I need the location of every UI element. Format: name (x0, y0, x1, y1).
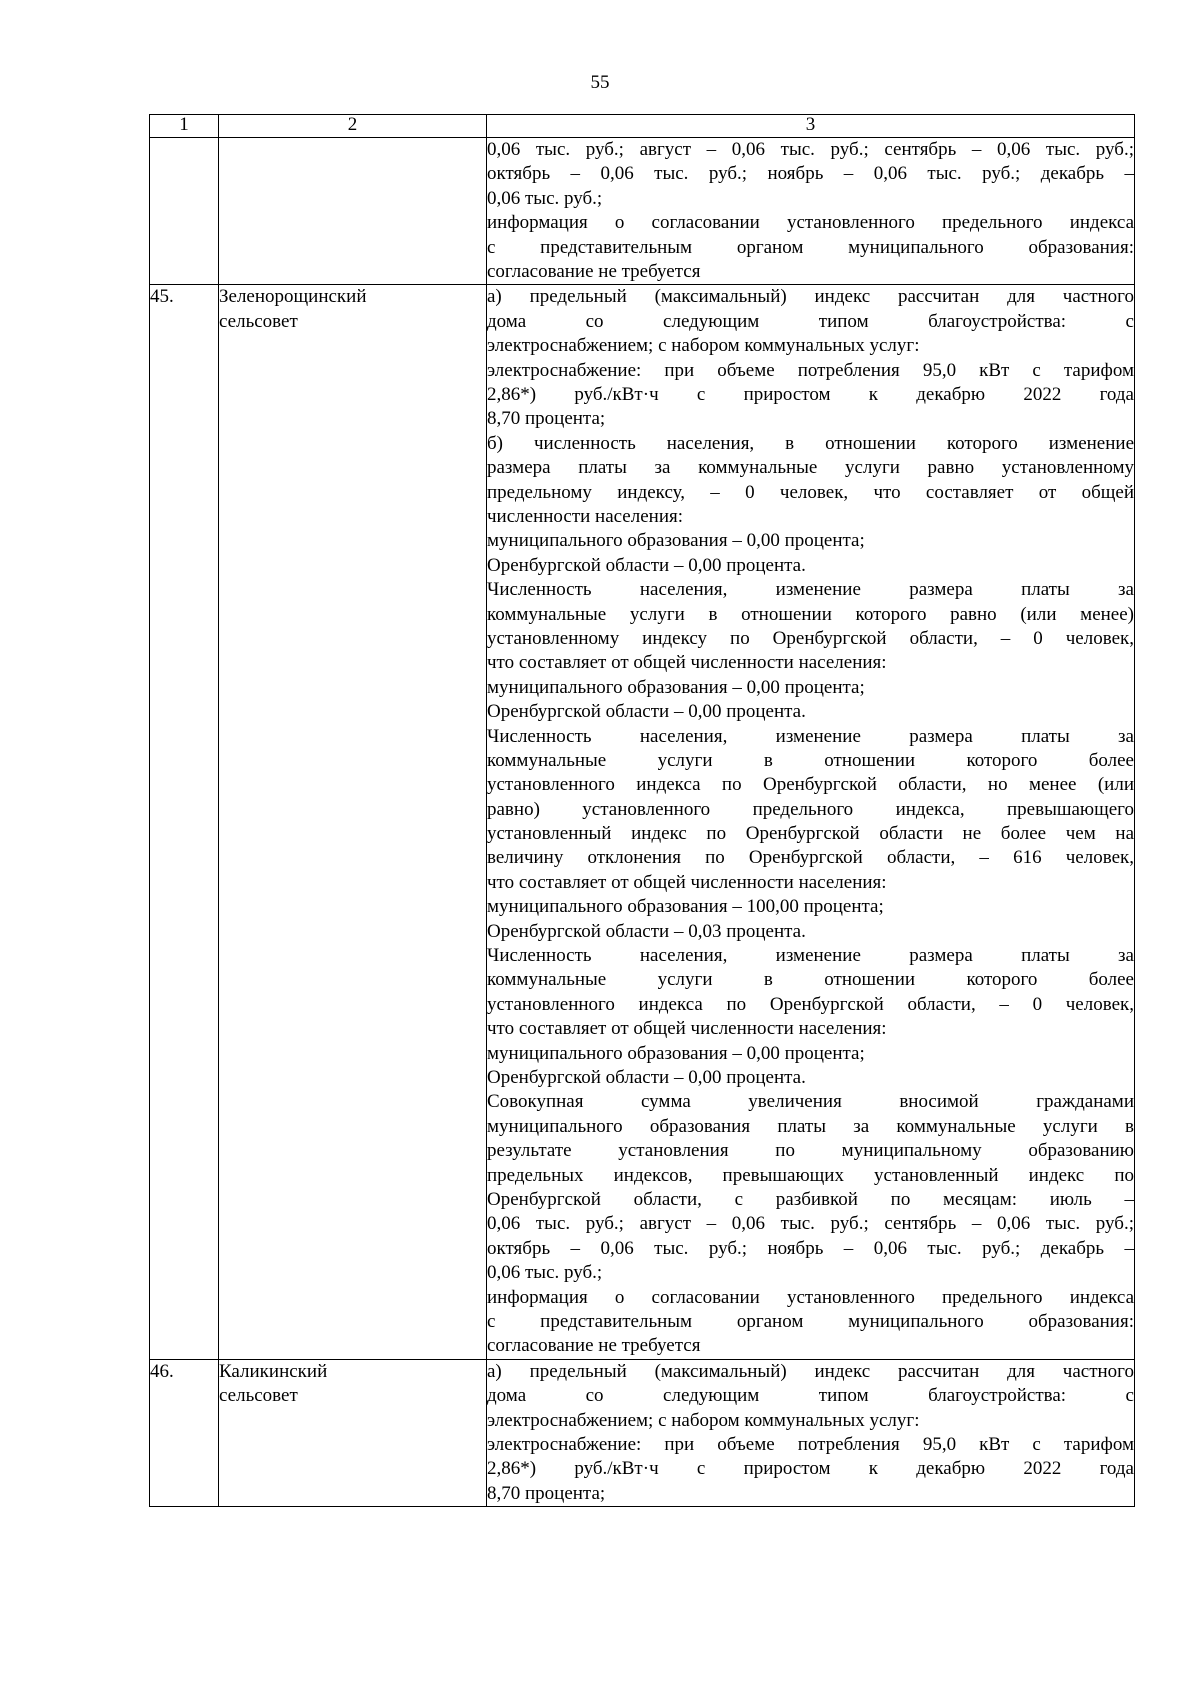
description-line: муниципального образования – 0,00 процента; (487, 1042, 865, 1064)
description-line: с представительным органом муниципального образования: (487, 1311, 1134, 1333)
description-line: 0,06 тыс. руб.; август – 0,06 тыс. руб.; сентябрь – 0,06 тыс. руб.; (487, 139, 1134, 160)
description-line: Оренбургской области – 0,03 процента. (487, 920, 806, 942)
description-line: а) предельный (максимальный) индекс рассчитан для частного (487, 1360, 1134, 1382)
description-line: б) численность населения, в отношении которого изменение (487, 432, 1134, 454)
column-header-2: 2 (219, 115, 487, 138)
description-line: Численность населения, изменение размера платы за (487, 579, 1134, 601)
description-line: согласование не требуется (487, 260, 701, 282)
municipality-name-line: сельсовет (219, 310, 298, 332)
description-line: результате установления по муниципальному образованию (487, 1140, 1134, 1162)
municipality-name-cell (219, 138, 487, 285)
description-line: 0,06 тыс. руб.; август – 0,06 тыс. руб.; сентябрь – 0,06 тыс. руб.; (487, 1213, 1134, 1235)
description-line: муниципального образования – 0,00 процента; (487, 676, 865, 698)
description-line: размера платы за коммунальные услуги равно установленному (487, 457, 1134, 479)
description-line: электроснабжением; с набором коммунальных услуг: (487, 335, 920, 357)
description-line: Оренбургской области – 0,00 процента. (487, 1067, 806, 1089)
description-line: муниципального образования – 100,00 процента; (487, 896, 884, 918)
row-number-cell (150, 138, 219, 285)
description-line: что составляет от общей численности населения: (487, 652, 887, 674)
description-line: 2,86*) руб./кВт·ч с приростом к декабрю 2022 года (487, 1458, 1134, 1480)
description-line: электроснабжением; с набором коммунальных услуг: (487, 1409, 920, 1431)
description-line: с представительным органом муниципального образования: (487, 236, 1134, 258)
description-line: установленного индекса по Оренбургской области, – 0 человек, (487, 993, 1134, 1015)
municipality-name-line: сельсовет (219, 1385, 298, 1407)
description-line: равно) установленного предельного индекса, превышающего (487, 798, 1134, 820)
description-line: Оренбургской области, с разбивкой по месяцам: июль – (487, 1189, 1134, 1211)
description-line: а) предельный (максимальный) индекс рассчитан для частного (487, 286, 1134, 308)
row-number-cell: 46. (150, 1359, 219, 1506)
table-body (150, 138, 1135, 1507)
description-line: дома со следующим типом благоустройства: с (487, 310, 1134, 332)
description-line: что составляет от общей численности населения: (487, 1018, 887, 1040)
description-line: установленный индекс по Оренбургской области не более чем на (487, 823, 1134, 845)
description-line: 8,70 процента; (487, 408, 606, 430)
description-line: 0,06 тыс. руб.; (487, 187, 603, 209)
row-number-cell: 45. (150, 285, 219, 1359)
table-row (150, 1359, 1135, 1506)
description-line: электроснабжение: при объеме потребления 95,0 кВт с тарифом (487, 359, 1134, 381)
description-line: дома со следующим типом благоустройства: с (487, 1385, 1134, 1407)
description-line: предельному индексу, – 0 человек, что составляет от общей (487, 481, 1134, 503)
description-line: Оренбургской области – 0,00 процента. (487, 701, 806, 723)
description-line: Совокупная сумма увеличения вносимой гражданами (487, 1091, 1134, 1113)
index-description-cell (487, 1359, 1135, 1506)
column-header-3: 3 (487, 115, 1135, 138)
municipality-name-cell (219, 285, 487, 1359)
description-line: величину отклонения по Оренбургской области, – 616 человек, (487, 847, 1134, 869)
column-header-1: 1 (150, 115, 219, 138)
description-line: электроснабжение: при объеме потребления 95,0 кВт с тарифом (487, 1434, 1134, 1455)
index-description-cell (487, 285, 1135, 1359)
description-line: информация о согласовании установленного предельного индекса (487, 212, 1134, 234)
description-line: октябрь – 0,06 тыс. руб.; ноябрь – 0,06 тыс. руб.; декабрь – (487, 1237, 1134, 1259)
description-line: установленному индексу по Оренбургской области, – 0 человек, (487, 627, 1134, 649)
description-line: муниципального образования платы за коммунальные услуги в (487, 1115, 1134, 1137)
description-line: численности населения: (487, 505, 684, 527)
description-line: Численность населения, изменение размера платы за (487, 945, 1134, 967)
description-line: установленного индекса по Оренбургской области, но менее (или (487, 774, 1134, 796)
description-line: коммунальные услуги в отношении которого более (487, 969, 1134, 991)
municipality-name-line: Каликинский (219, 1360, 328, 1382)
table-row (150, 138, 1135, 285)
description-line: октябрь – 0,06 тыс. руб.; ноябрь – 0,06 тыс. руб.; декабрь – (487, 163, 1134, 185)
description-line: 0,06 тыс. руб.; (487, 1262, 603, 1284)
description-line: предельных индексов, превышающих установленный индекс по (487, 1164, 1134, 1186)
description-line: муниципального образования – 0,00 процента; (487, 530, 865, 552)
municipality-name-cell (219, 1359, 487, 1506)
data-table (149, 114, 1135, 1507)
table-header-row (150, 115, 1135, 138)
description-line: 8,70 процента; (487, 1482, 606, 1504)
municipality-name-line: Зеленорощинский (219, 286, 367, 308)
description-line: Оренбургской области – 0,00 процента. (487, 554, 806, 576)
description-line: коммунальные услуги в отношении которого более (487, 749, 1134, 771)
table-row (150, 285, 1135, 1359)
description-line: информация о согласовании установленного предельного индекса (487, 1286, 1134, 1308)
description-line: согласование не требуется (487, 1335, 701, 1357)
description-line: что составляет от общей численности населения: (487, 871, 887, 893)
description-line: 2,86*) руб./кВт·ч с приростом к декабрю 2022 года (487, 383, 1134, 405)
description-line: коммунальные услуги в отношении которого равно (или менее) (487, 603, 1134, 625)
description-line: Численность населения, изменение размера платы за (487, 725, 1134, 747)
page-number: 55 (590, 72, 610, 93)
index-description-cell (487, 138, 1135, 285)
